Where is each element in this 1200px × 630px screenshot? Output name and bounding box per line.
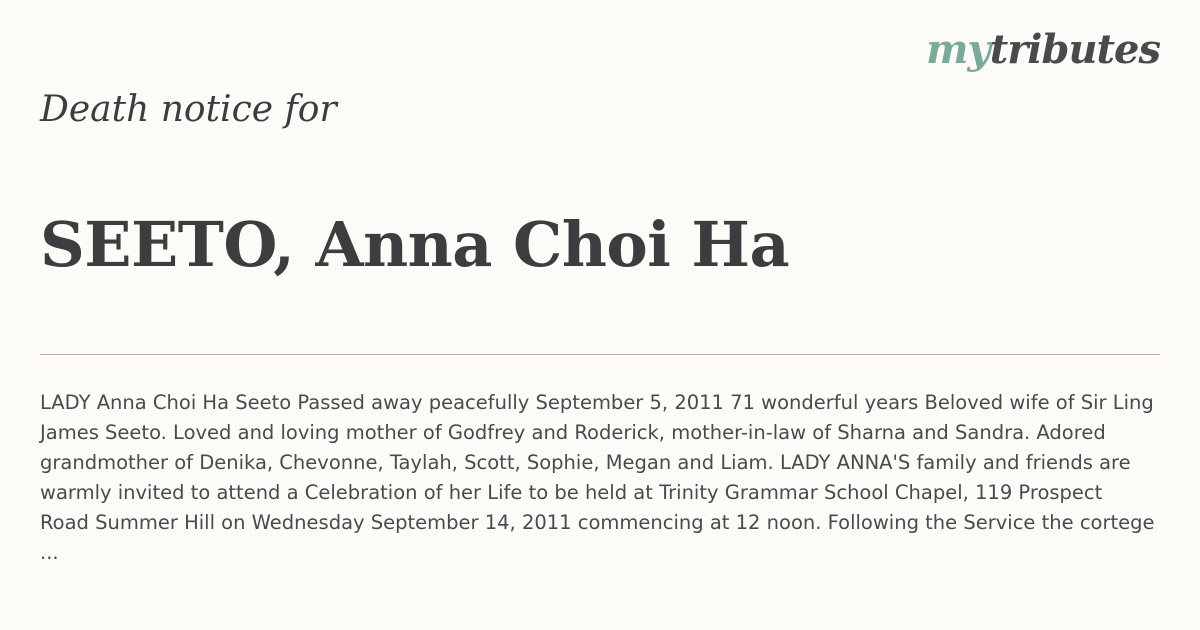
logo-tributes-text: tributes [989,26,1160,73]
notice-kicker: Death notice for [40,89,337,130]
deceased-name: SEETO, Anna Choi Ha [40,208,790,281]
section-divider [40,354,1160,355]
notice-body-text: LADY Anna Choi Ha Seeto Passed away peacefully September 5, 2011 71 wonderful years Beloved wife of Sir Ling James Seeto. Loved and loving mother of Godfrey and Roderick, mother-in-law of Sharna and Sandra. Adored grandmother of Denika, Chevonne, Taylah, Scott, Sophie, Megan and Liam. LADY ANNA'S family and friends are warmly invited to attend a Celebration of her Life to be held at Trinity Grammar School Chapel, 119 Prospect Road Summer Hill on Wednesday September 14, 2011 commencing at 12 noon. Following the Service the cortege ... [40,391,1155,564]
mytributes-logo[interactable] [926,26,1160,73]
logo-my-text: my [926,26,990,73]
